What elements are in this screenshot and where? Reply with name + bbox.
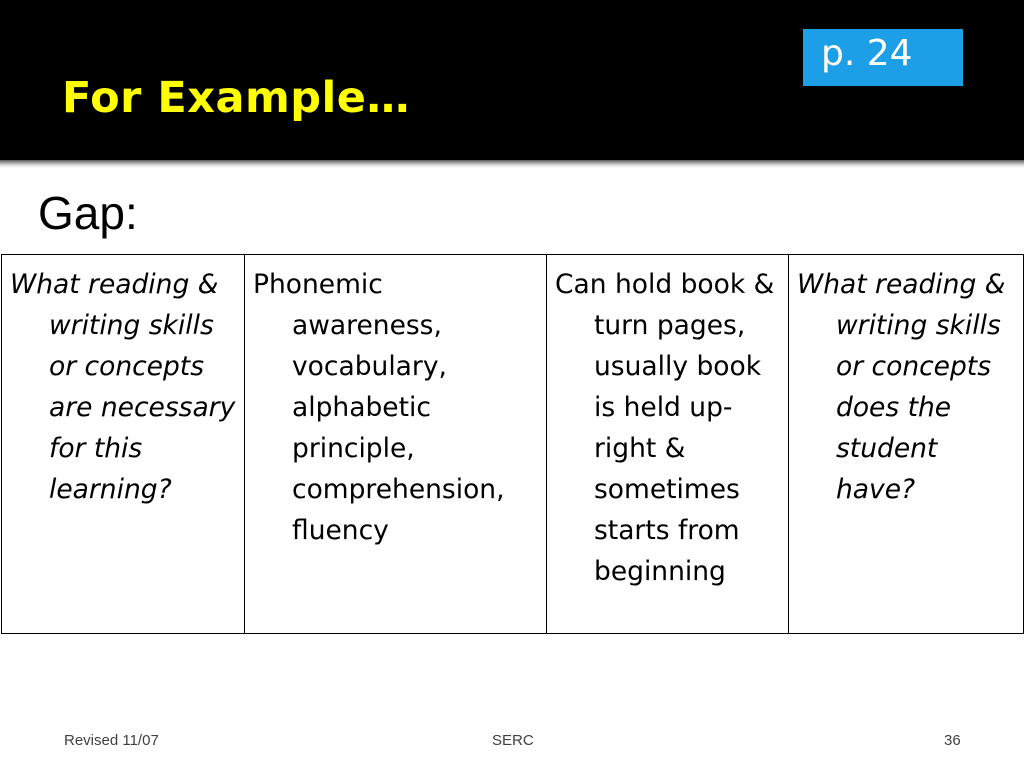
table-cell-skills-list bbox=[245, 255, 547, 634]
table-cell-observed-skills bbox=[547, 255, 789, 634]
header-divider bbox=[0, 160, 1024, 168]
footer-slide-number: 36 bbox=[944, 732, 961, 749]
page-reference-badge: p. 24 bbox=[803, 29, 963, 86]
table-row bbox=[2, 255, 1024, 634]
cell-text: What reading & writing skills or concepts does the student have? bbox=[797, 269, 1006, 505]
cell-text: Phonemic awareness, vocabulary, alphabetic principle, comprehension, fluency bbox=[253, 269, 505, 546]
table-cell-student-skills bbox=[789, 255, 1024, 634]
gap-table bbox=[1, 254, 1024, 634]
footer-revision-date: Revised 11/07 bbox=[64, 732, 159, 749]
badge-corner-marker bbox=[957, 80, 963, 86]
cell-text: Can hold book & turn pages, usually book is held up-right & sometimes starts from beginning bbox=[555, 269, 775, 587]
gap-label: Gap: bbox=[38, 187, 138, 239]
table-cell-necessary-skills bbox=[2, 255, 245, 634]
cell-text: What reading & writing skills or concepts are necessary for this learning? bbox=[10, 269, 236, 505]
slide-title: For Example… bbox=[62, 73, 410, 123]
footer-organization: SERC bbox=[492, 732, 534, 749]
